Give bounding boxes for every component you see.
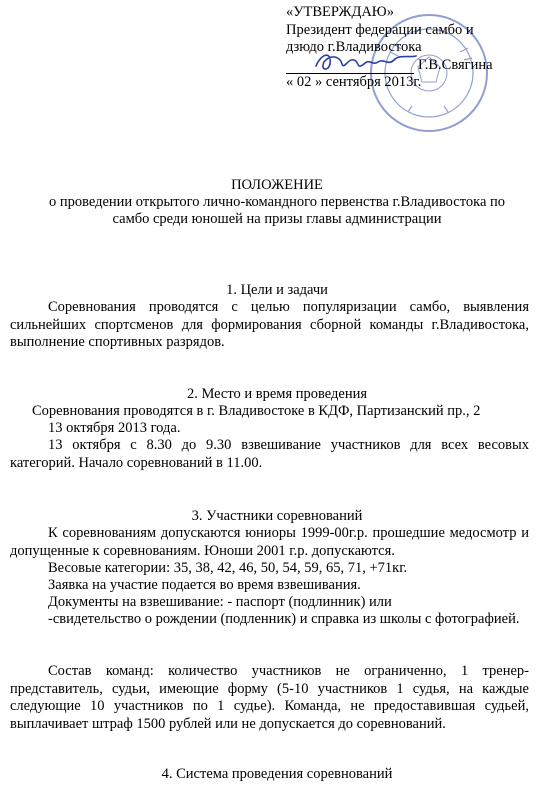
section-place-line2: 13 октября 2013 года. — [48, 420, 181, 436]
section-system-heading: 4. Система проведения соревнований — [161, 766, 393, 782]
section-place-heading: 2. Место и время проведения — [186, 386, 368, 402]
section-participants-p2: Весовые категории: 35, 38, 42, 46, 50, 54, 59, 65, 71, +71кг. — [48, 560, 408, 576]
section-goals-text: Соревнования проводятся с целью популяризации самбо, выявления сильнейших спортсменов для формирования сборной команды г.Владивостока, выполнение спортивных разрядов. — [10, 299, 529, 350]
approval-block — [286, 4, 548, 92]
section-participants-heading: 3. Участники соревнований — [191, 508, 363, 524]
approval-position-line1: Президент федерации самбо и — [286, 21, 474, 38]
section-participants-p5: -свидетельство о рождении (подленник) и справка из школы с фотографией. — [48, 611, 520, 627]
document-title: ПОЛОЖЕНИЕ — [231, 177, 323, 193]
handwritten-signature-icon — [312, 48, 422, 74]
approval-position-line2: дзюдо г.Владивостока — [286, 39, 422, 55]
section-place-line1: Соревнования проводятся в г. Владивостоке в КДФ, Партизанский пр., 2 — [32, 403, 481, 419]
section-participants-p3: Заявка на участие подается во время взвешивания. — [48, 577, 361, 593]
approval-heading: «УТВЕРЖДАЮ» — [286, 4, 394, 20]
section-participants-p1: К соревнованиям допускаются юниоры 1999-00г.р. прошедшие медосмотр и допущенные к соревнованиям. Юноши 2001 г.р. допускаются. — [10, 525, 529, 559]
document-subtitle-line2: самбо среди юношей на призы главы администрации — [112, 211, 442, 227]
document-subtitle-line1: о проведении открытого лично-командного первенства г.Владивостока по — [48, 194, 506, 210]
approval-date: « 02 » сентября 2013г. — [286, 74, 422, 90]
section-participants-p4: Документы на взвешивание: - паспорт (подлинник) или — [48, 594, 392, 610]
section-place-line3: 13 октября с 8.30 до 9.30 взвешивание участников для всех весовых категорий. Начало соревнований в 11.00. — [10, 437, 529, 471]
section-participants-p6: Состав команд: количество участников не ограниченно, 1 тренер-представитель, судьи, имеющие форму (5-10 участников 1 судья, на каждые следующие 10 участников по 1 судье). Команда, не предоставившая судьей, выплачивает штраф 1500 рублей или не допускается до соревнований. — [10, 663, 529, 732]
section-goals-heading: 1. Цели и задачи — [226, 282, 328, 298]
approval-signer: Г.В.Свягина — [418, 56, 493, 73]
